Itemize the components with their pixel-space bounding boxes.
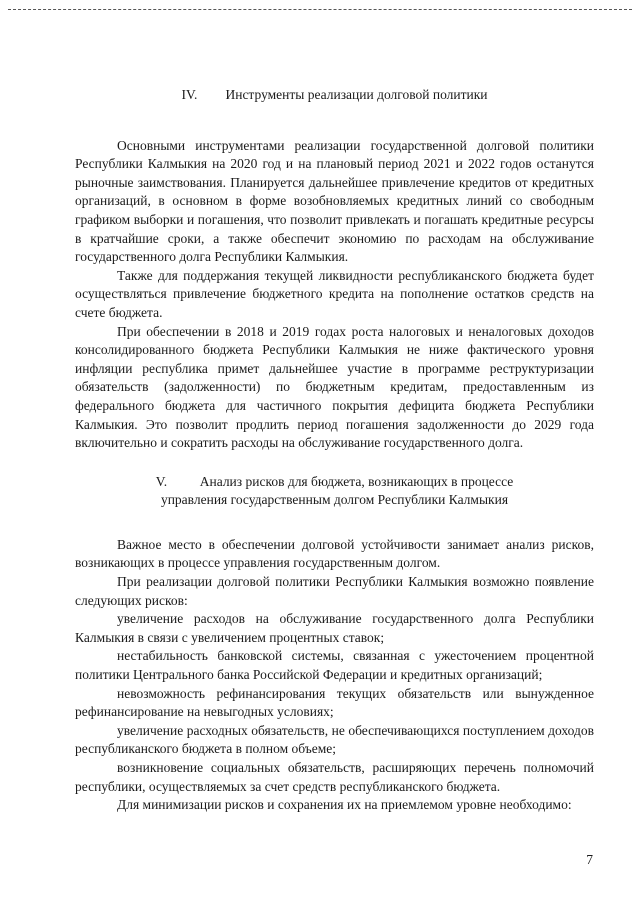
- risk-item-5: возникновение социальных обязательств, расширяющих перечень полномочий республики, осуществляемых за счет средств республиканского бюджета.: [75, 760, 594, 794]
- section-5-paragraph-final: Для минимизации рисков и сохранения их на приемлемом уровне необходимо:: [117, 797, 572, 813]
- section-4-paragraph-2: Также для поддержания текущей ликвидности республиканского бюджета будет осуществляться привлечение бюджетного кредита на пополнение остатков средств на счете бюджета.: [75, 267, 594, 320]
- section-4-paragraph-3: При обеспечении в 2018 и 2019 годах роста налоговых и неналоговых доходов консолидированного бюджета Республики Калмыкия не ниже фактического уровня инфляции республика примет дальнейшее участие в программе реструктуризации обязательств (задолженности) по бюджетным кредитам, предоставленным из федерального бюджета для частичного покрытия дефицита бюджета Республики Калмыкия. Это позволит продлить период погашения задолженности до 2029 года включительно и сократить расходы на обслуживание государственного долга.: [75, 323, 594, 451]
- section-5-number: V.: [155, 473, 168, 489]
- section-4-title: Инструменты реализации долговой политики: [225, 87, 488, 102]
- document-page: [75, 86, 594, 815]
- risk-item-4: увеличение расходных обязательств, не обеспечивающихся поступлением доходов республиканского бюджета в полном объеме;: [75, 722, 594, 757]
- risk-item-1: увеличение расходов на обслуживание государственного долга Республики Калмыкия в связи с увеличением процентных ставок;: [75, 611, 594, 645]
- section-4-heading: [75, 86, 594, 105]
- section-5-title-line-2: управления государственным долгом Республики Калмыкия: [160, 492, 509, 508]
- risk-item-3: невозможность рефинансирования текущих обязательств или вынужденное рефинансирование на невыгодных условиях;: [75, 685, 594, 720]
- page-top-border: [8, 9, 632, 10]
- risk-item-2: нестабильность банковской системы, связанная с ужесточением процентной политики Центрального банка Российской Федерации и кредитных организаций;: [75, 648, 594, 683]
- section-4-number: IV.: [181, 87, 198, 102]
- section-5-paragraph-1: Важное место в обеспечении долговой устойчивости занимает анализ рисков, возникающих в процессе управления государственным долгом.: [75, 536, 594, 571]
- section-5-heading: [75, 473, 594, 510]
- section-5-title-line-1: Анализ рисков для бюджета, возникающих в процессе: [199, 473, 514, 489]
- section-5-paragraph-2: При реализации долговой политики Республики Калмыкия возможно появление следующих рисков:: [75, 574, 594, 608]
- page-number: 7: [586, 852, 593, 867]
- section-4-paragraph-1: Основными инструментами реализации государственной долговой политики Республики Калмыкия на 2020 год и на плановый период 2021 и 2022 годов останутся рыночные заимствования. Планируется дальнейшее привлечение кредитов от кредитных организаций, в основном в форме возобновляемых кредитных линий со свободным графиком выборки и погашения, что позволит привлекать и погашать кредитные ресурсы в кратчайшие сроки, а также обеспечит экономию по расходам на обслуживание государственного долга Республики Калмыкия.: [75, 137, 594, 265]
